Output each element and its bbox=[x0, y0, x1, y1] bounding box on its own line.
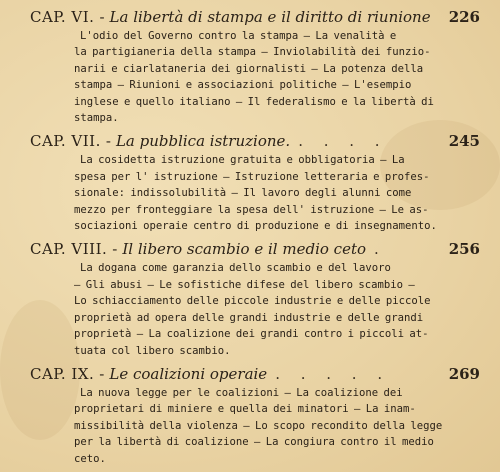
chapter-title: La libertà di stampa e il diritto di riunione bbox=[109, 8, 431, 26]
summary-line: proprietà ad opera delle grandi industrie e delle grandi bbox=[74, 311, 424, 324]
chapter-entry bbox=[30, 363, 480, 467]
chapter-separator: - bbox=[105, 132, 111, 151]
summary-line: narii e ciarlataneria dei giornalisti — La potenza della bbox=[74, 62, 424, 75]
summary-line: sociazioni operaie centro di produzione e di insegnamento. bbox=[74, 220, 437, 233]
chapter-title: Le coalizioni operaie bbox=[109, 364, 268, 383]
chapter-separator: - bbox=[99, 364, 105, 383]
chapter-page-number: 245 bbox=[448, 132, 480, 151]
chapter-number: CAP. VII. bbox=[30, 132, 101, 151]
summary-line: spesa per l' istruzione — Istruzione letteraria e profes- bbox=[74, 170, 430, 183]
chapter-page-number: 256 bbox=[448, 240, 480, 259]
summary-line: mezzo per fronteggiare la spesa dell' istruzione — Le as- bbox=[74, 203, 429, 216]
chapter-entry bbox=[30, 238, 480, 358]
summary-line: La dogana come garanzia dello scambio e del lavoro bbox=[80, 262, 391, 275]
summary-line: missibilità della violenza — Lo scopo recondito della legge bbox=[74, 419, 443, 432]
chapter-heading bbox=[30, 238, 480, 260]
chapter-heading bbox=[30, 363, 480, 385]
chapter-title: Il libero scambio e il medio ceto bbox=[122, 240, 366, 259]
table-of-contents bbox=[30, 6, 480, 471]
summary-line: L'odio del Governo contro la stampa — La venalità e bbox=[80, 30, 397, 42]
chapter-heading bbox=[30, 130, 480, 152]
chapter-separator: - bbox=[99, 8, 105, 26]
chapter-separator: - bbox=[112, 240, 118, 259]
summary-line: stampa. bbox=[74, 112, 119, 125]
chapter-summary bbox=[74, 152, 464, 234]
summary-line: sionale: indissolubilità — Il lavoro degli alunni come bbox=[74, 187, 412, 200]
leader-dots: . . . . bbox=[298, 132, 388, 151]
chapter-summary bbox=[74, 385, 464, 467]
chapter-number: CAP. IX. bbox=[30, 364, 95, 383]
summary-line: — Gli abusi — Le sofistiche difese del libero scambio — bbox=[74, 278, 415, 291]
chapter-entry bbox=[30, 130, 480, 234]
leader-dots: . . . . . bbox=[275, 364, 391, 383]
summary-line: proprietari di miniere e quella dei minatori — La inam- bbox=[74, 403, 416, 416]
summary-line: Lo schiacciamento delle piccole industrie e delle piccole bbox=[74, 295, 431, 308]
chapter-title: La pubblica istruzione. bbox=[115, 132, 291, 151]
summary-line: proprietà — La coalizione dei grandi contro i piccoli at- bbox=[74, 328, 429, 341]
leader-dots: . bbox=[374, 240, 387, 259]
summary-line: la partigianeria della stampa — Inviolabilità dei funzio- bbox=[74, 46, 431, 59]
summary-line: per la libertà di coalizione — La congiura contro il medio bbox=[74, 436, 434, 449]
summary-line: tuata col libero scambio. bbox=[74, 344, 231, 357]
chapter-entry bbox=[30, 6, 480, 126]
chapter-page-number: 269 bbox=[448, 364, 480, 383]
chapter-summary bbox=[74, 28, 464, 126]
summary-line: La nuova legge per le coalizioni — La coalizione dei bbox=[80, 386, 403, 399]
chapter-heading bbox=[30, 6, 480, 28]
summary-line: ceto. bbox=[74, 452, 106, 465]
summary-line: inglese e quello italiano — Il federalismo e la libertà di bbox=[74, 95, 434, 108]
chapter-page-number: 226 bbox=[448, 8, 480, 26]
chapter-summary bbox=[74, 260, 464, 358]
chapter-number: CAP. VIII. bbox=[30, 240, 108, 259]
summary-line: stampa — Riunioni e associazioni politiche — L'esempio bbox=[74, 79, 412, 92]
chapter-number: CAP. VI. bbox=[30, 8, 95, 26]
summary-line: La cosidetta istruzione gratuita e obbligatoria — La bbox=[80, 154, 405, 167]
